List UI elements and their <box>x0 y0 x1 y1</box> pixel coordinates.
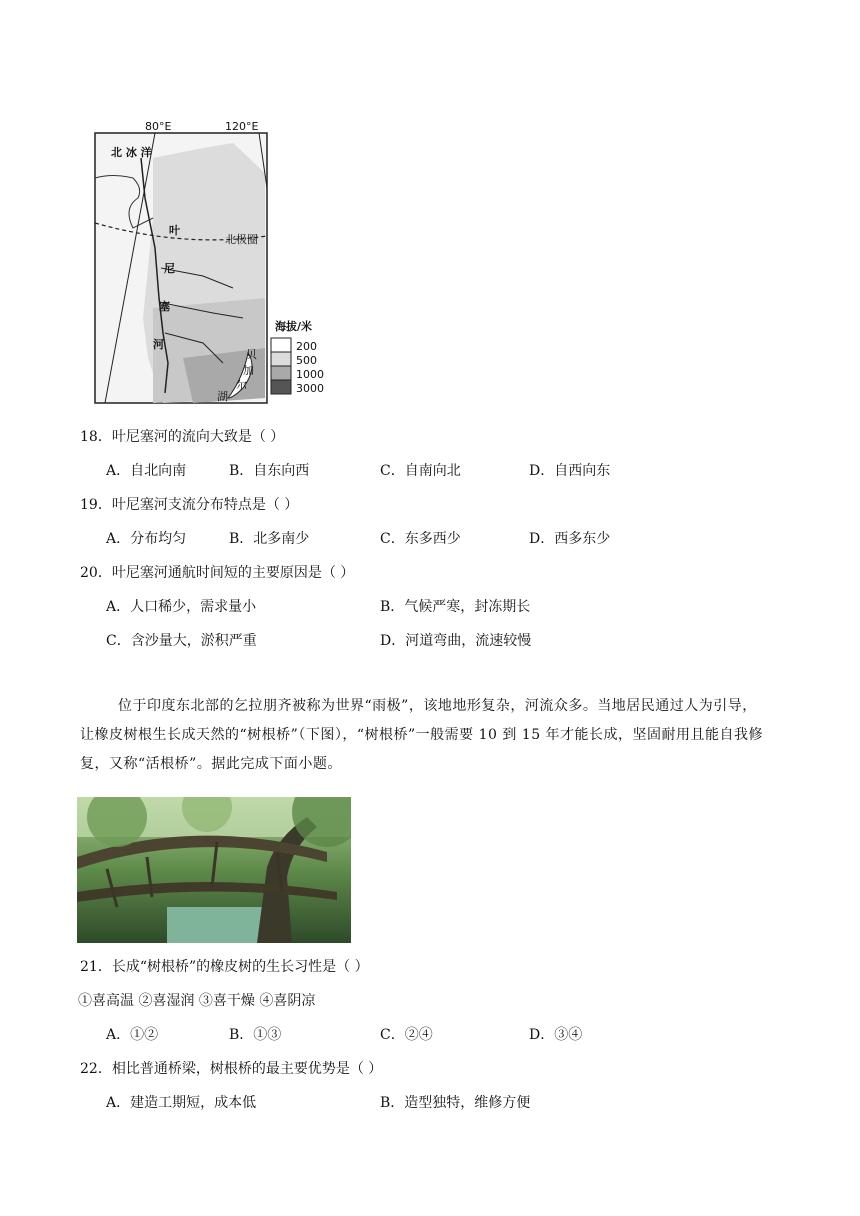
lon-label: 120°E <box>225 120 259 133</box>
lake-label-char: 加 <box>243 364 254 377</box>
river-label-char: 叶 <box>169 224 180 237</box>
legend-swatch <box>271 380 291 394</box>
question-20 <box>80 562 354 582</box>
legend-value: 200 <box>296 340 317 353</box>
question-text: 叶尼塞河支流分布特点是（ ） <box>111 497 299 513</box>
passage-line: 位于印度东北部的乞拉朋齐被称为世界“雨极”，该地地形复杂，河流众多。当地居民通过人为引导， <box>118 698 757 714</box>
lon-label: 80°E <box>145 120 172 133</box>
yenisei-map <box>93 118 329 408</box>
option-c[interactable]: C．自南向北 <box>380 463 461 479</box>
option-c[interactable]: C．东多西少 <box>380 531 461 547</box>
river-label-char: 塞 <box>159 300 170 313</box>
question-18 <box>80 426 284 446</box>
passage-line: 复，又称“活根桥”。据此完成下面小题。 <box>80 756 342 772</box>
question-text: 叶尼塞河的流向大致是（ ） <box>111 429 285 445</box>
legend-swatch <box>271 352 291 366</box>
option-c[interactable]: C．含沙量大，淤积严重 <box>106 633 257 649</box>
question-19 <box>80 494 298 514</box>
question-number: 22． <box>80 1061 112 1077</box>
legend-value: 1000 <box>296 368 324 381</box>
lake-label-char: 贝 <box>246 348 257 361</box>
question-text: 长成“树根桥”的橡皮树的生长习性是（ ） <box>111 959 369 975</box>
option-a[interactable]: A．分布均匀 <box>106 531 187 547</box>
option-b[interactable]: B．①③ <box>229 1027 282 1043</box>
river-label-char: 河 <box>153 338 164 351</box>
question-statements: ①喜高温 ②喜湿润 ③喜干燥 ④喜阴凉 <box>78 993 316 1009</box>
passage-line: 让橡皮树根生长成天然的“树根桥”（下图），“树根桥”一般需要 10 到 15 年才能长成，坚固耐用且能自我修 <box>80 727 764 743</box>
question-text: 相比普通桥梁，树根桥的最主要优势是（ ） <box>111 1061 383 1077</box>
lake-label-char: 尔 <box>236 379 247 392</box>
option-b[interactable]: B．气候严寒，封冻期长 <box>380 599 531 615</box>
question-22 <box>80 1058 382 1078</box>
ocean-label: 北 冰 洋 <box>111 146 152 159</box>
river-label-char: 尼 <box>164 262 175 275</box>
option-c[interactable]: C．②④ <box>380 1027 433 1043</box>
question-number: 20． <box>80 565 112 581</box>
question-21 <box>80 956 369 976</box>
option-a[interactable]: A．①② <box>106 1027 159 1043</box>
legend-swatch <box>271 338 291 352</box>
root-bridge-photo <box>77 797 351 943</box>
question-text: 叶尼塞河通航时间短的主要原因是（ ） <box>111 565 355 581</box>
option-a[interactable]: A．人口稀少，需求量小 <box>106 599 257 615</box>
question-number: 21． <box>80 959 112 975</box>
reading-passage <box>80 692 780 779</box>
option-b[interactable]: B．北多南少 <box>229 531 310 547</box>
question-number: 18． <box>80 429 112 445</box>
arctic-circle-label: 北极圈 <box>225 233 258 246</box>
option-d[interactable]: D．河道弯曲，流速较慢 <box>380 633 532 649</box>
option-b[interactable]: B．自东向西 <box>229 463 310 479</box>
option-d[interactable]: D．自西向东 <box>529 463 611 479</box>
legend-value: 500 <box>296 354 317 367</box>
legend-value: 3000 <box>296 382 324 395</box>
legend-title: 海拔/米 <box>275 320 313 333</box>
question-number: 19． <box>80 497 112 513</box>
legend-swatch <box>271 366 291 380</box>
option-a[interactable]: A．自北向南 <box>106 463 187 479</box>
option-a[interactable]: A．建造工期短，成本低 <box>106 1095 257 1111</box>
option-d[interactable]: D．西多东少 <box>529 531 611 547</box>
option-b[interactable]: B．造型独特，维修方便 <box>380 1095 531 1111</box>
option-d[interactable]: D．③④ <box>529 1027 583 1043</box>
lake-label-char: 湖 <box>217 390 228 403</box>
